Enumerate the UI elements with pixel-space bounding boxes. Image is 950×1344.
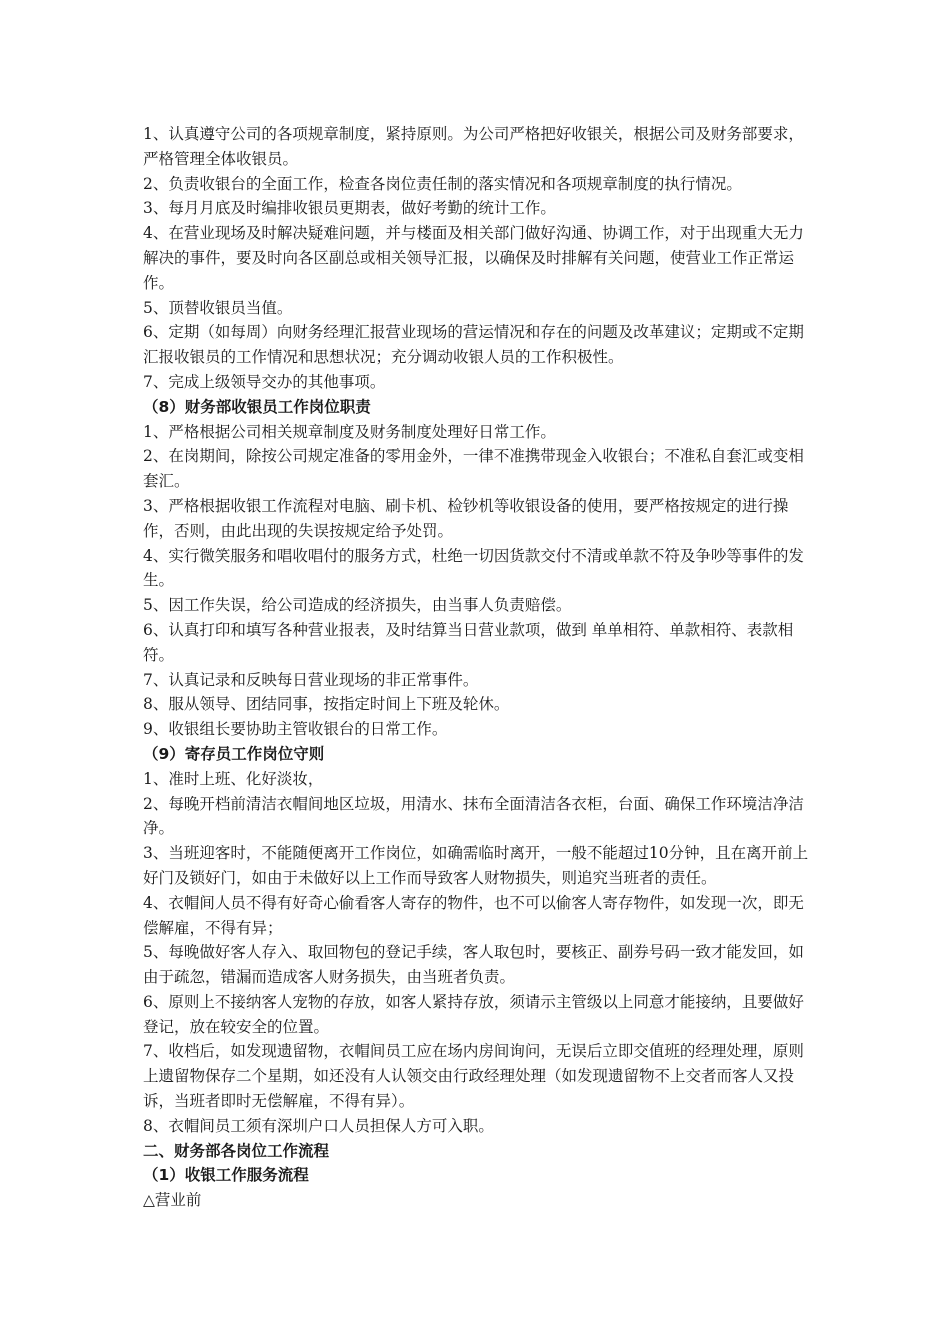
- chapter-heading: 二、财务部各岗位工作流程: [143, 1141, 330, 1160]
- paragraph: 5、顶替收银员当值。: [143, 298, 293, 317]
- paragraph: 1、严格根据公司相关规章制度及财务制度处理好日常工作。: [143, 422, 556, 441]
- paragraph: 8、衣帽间员工须有深圳户口人员担保人方可入职。: [143, 1116, 494, 1135]
- section-heading: （8）财务部收银员工作岗位职责: [143, 397, 371, 416]
- paragraph: 4、在营业现场及时解决疑难问题，并与楼面及相关部门做好沟通、协调工作，对于出现重大无力解决的事件，要及时向各区副总或相关领导汇报，以确保及时排解有关问题，使营业工作正常运作。: [143, 224, 804, 292]
- section-heading: （9）寄存员工作岗位守则: [143, 744, 325, 763]
- paragraph: 4、实行微笑服务和唱收唱付的服务方式，杜绝一切因货款交付不清或单款不符及争吵等事件的发生。: [143, 546, 804, 590]
- paragraph: △营业前: [143, 1191, 202, 1210]
- paragraph: 1、认真遵守公司的各项规章制度，紧持原则。为公司严格把好收银关，根据公司及财务部要求，严格管理全体收银员。: [143, 125, 804, 168]
- paragraph: 9、收银组长要协助主管收银台的日常工作。: [143, 720, 448, 739]
- paragraph: 5、每晚做好客人存入、取回物包的登记手续，客人取包时，要核正、副券号码一致才能发回，如由于疏忽，错漏而造成客人财务损失，由当班者负责。: [143, 943, 804, 987]
- paragraph: 2、在岗期间，除按公司规定准备的零用金外，一律不准携带现金入收银台；不准私自套汇或变相套汇。: [143, 447, 804, 491]
- document-body: [143, 122, 811, 1213]
- paragraph: 2、负责收银台的全面工作，检查各岗位责任制的落实情况和各项规章制度的执行情况。: [143, 174, 742, 193]
- paragraph: 7、认真记录和反映每日营业现场的非正常事件。: [143, 670, 479, 689]
- paragraph: 3、严格根据收银工作流程对电脑、刷卡机、检钞机等收银设备的使用，要严格按规定的进行操作，否则，由此出现的失误按规定给予处罚。: [143, 496, 789, 540]
- paragraph: 2、每晚开档前清洁衣帽间地区垃圾，用清水、抹布全面清洁各衣柜，台面、确保工作环境洁净洁净。: [143, 794, 804, 838]
- paragraph: 6、原则上不接纳客人宠物的存放，如客人紧持存放，须请示主管级以上同意才能接纳，且要做好登记，放在较安全的位置。: [143, 992, 804, 1036]
- section-heading: （1）收银工作服务流程: [143, 1166, 309, 1185]
- paragraph: 4、衣帽间人员不得有好奇心偷看客人寄存的物件，也不可以偷客人寄存物件，如发现一次，即无偿解雇，不得有异；: [143, 893, 804, 937]
- paragraph: 7、完成上级领导交办的其他事项。: [143, 372, 386, 391]
- paragraph: 7、收档后，如发现遗留物，衣帽间员工应在场内房间询问，无误后立即交值班的经理处理，原则上遗留物保存二个星期，如还没有人认领交由行政经理处理（如发现遗留物不上交者而客人又投诉，当班者即时无偿解雇，不得有异）。: [143, 1042, 804, 1111]
- paragraph: 6、认真打印和填写各种营业报表，及时结算当日营业款项，做到 单单相符、单款相符、表款相符。: [143, 620, 794, 664]
- paragraph: 6、定期（如每周）向财务经理汇报营业现场的营运情况和存在的问题及改革建议；定期或不定期汇报收银员的工作情况和思想状况；充分调动收银人员的工作积极性。: [143, 323, 804, 367]
- paragraph: 8、服从领导、团结同事，按指定时间上下班及轮休。: [143, 695, 510, 714]
- paragraph: 3、每月月底及时编排收银员更期表，做好考勤的统计工作。: [143, 199, 556, 218]
- paragraph: 3、当班迎客时，不能随便离开工作岗位，如确需临时离开，一般不能超过10分钟，且在离开前上好门及锁好门，如由于未做好以上工作而导致客人财物损失，则追究当班者的责任。: [143, 844, 809, 887]
- paragraph: 5、因工作失误，给公司造成的经济损失，由当事人负责赔偿。: [143, 596, 572, 615]
- paragraph: 1、准时上班、化好淡妆，: [143, 769, 324, 788]
